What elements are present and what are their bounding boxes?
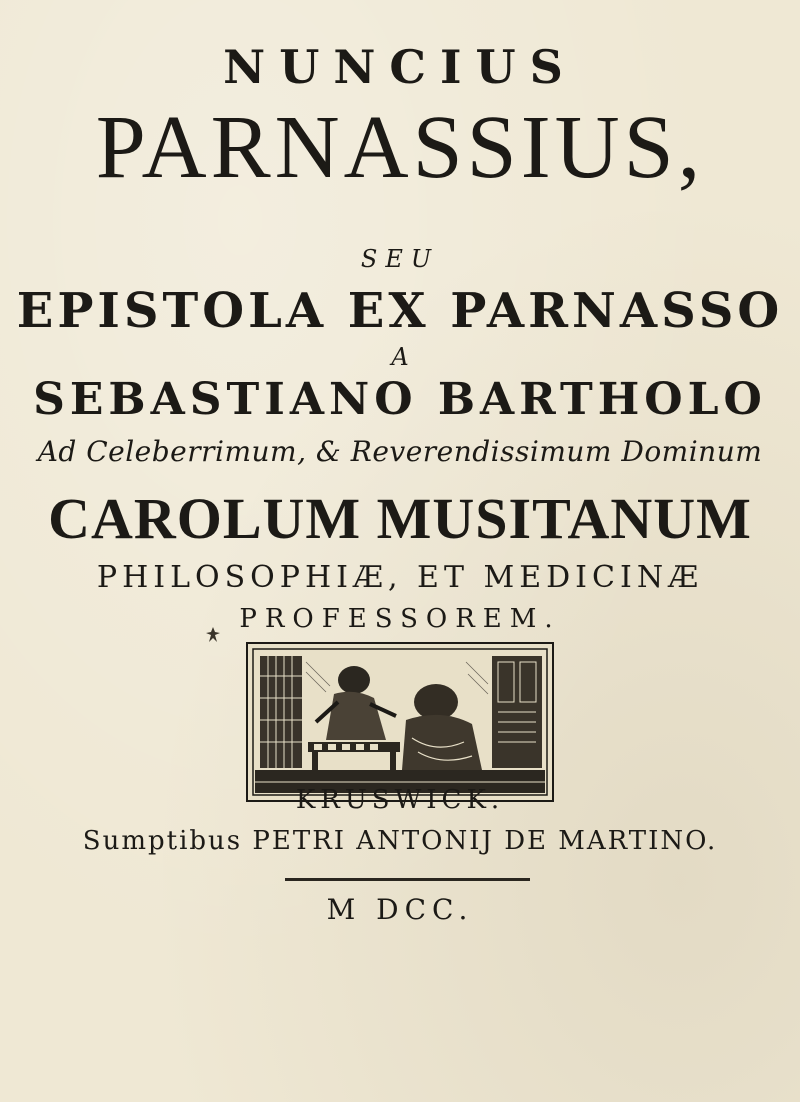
divider-rule bbox=[285, 878, 530, 881]
title-seu: SEU bbox=[360, 245, 440, 273]
title-nuncius: NUNCIUS bbox=[223, 40, 577, 94]
title-epistola: EPISTOLA EX PARNASSO bbox=[16, 283, 784, 339]
place-of-publication: KRUSWICK. bbox=[295, 785, 505, 815]
dedicatee-name: CAROLUM MUSITANUM bbox=[48, 486, 752, 551]
publication-year: M DCC. bbox=[326, 893, 474, 926]
imprint-line: Sumptibus PETRI ANTONIJ DE MARTINO. bbox=[82, 826, 718, 856]
title-a: A bbox=[391, 343, 409, 371]
author-name: SEBASTIANO BARTHOLO bbox=[33, 374, 767, 425]
dedicatee-faculties: PHILOSOPHIÆ, ET MEDICINÆ bbox=[96, 560, 704, 595]
printer-device-woodcut-icon bbox=[246, 642, 554, 802]
fleuron-icon bbox=[205, 626, 221, 644]
dedicatee-title: PROFESSOREM. bbox=[239, 604, 561, 634]
dedication-line: Ad Celeberrimum, & Reverendissimum Dominum bbox=[37, 435, 763, 468]
title-parnassius: PARNASSIUS, bbox=[95, 98, 705, 197]
